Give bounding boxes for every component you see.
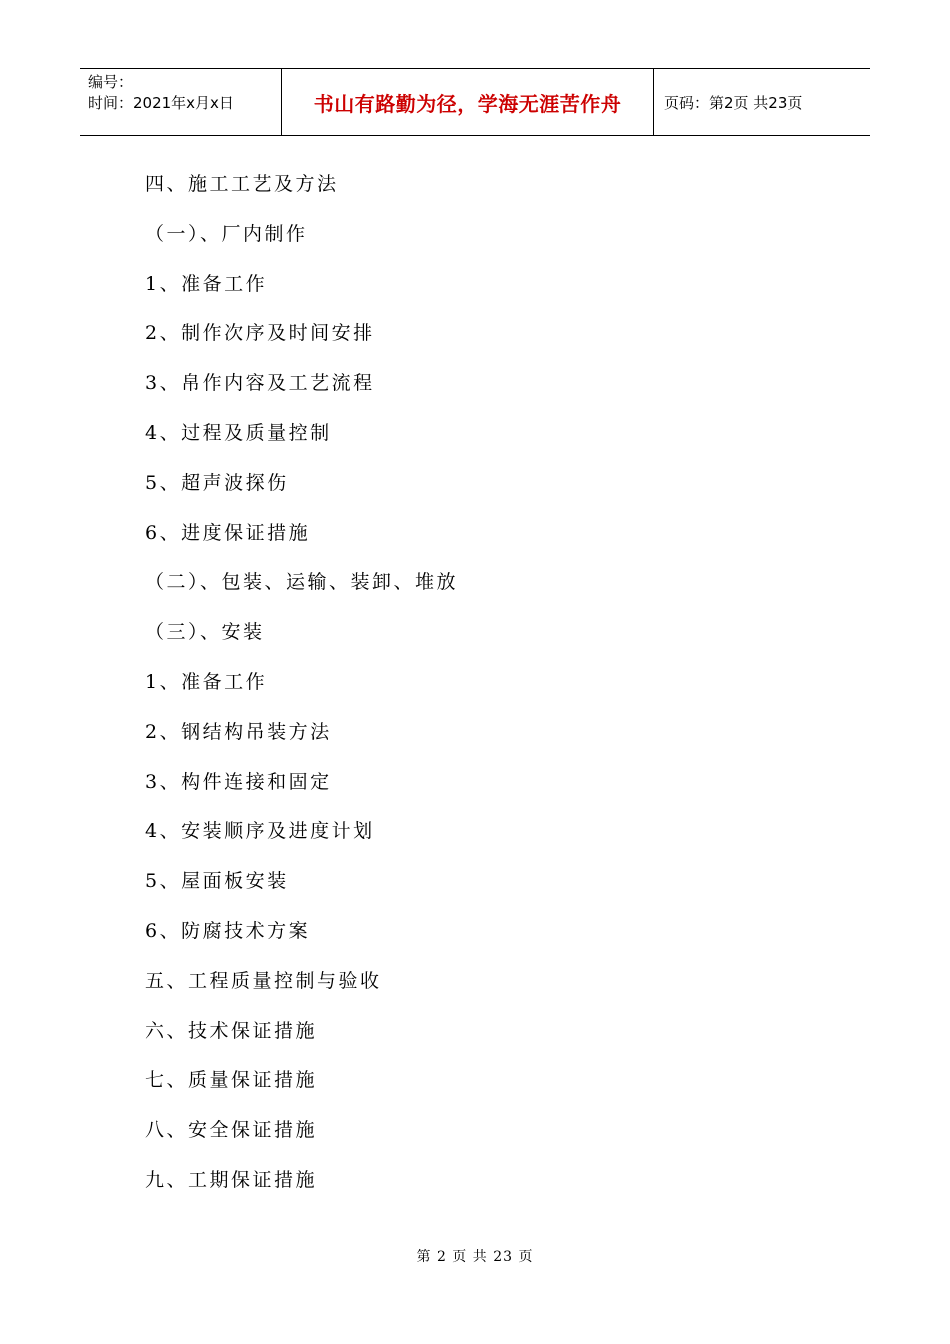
toc-item: 5、屋面板安装 [145,870,289,893]
toc-item: （三）、安装 [145,621,265,644]
header-motto: 书山有路勤为径，学海无涯苦作舟 [282,69,654,135]
toc-item: 1、准备工作 [145,272,268,295]
toc-item: 6、进度保证措施 [145,521,311,544]
toc-item: 4、过程及质量控制 [145,421,332,444]
toc-item: 5、超声波探伤 [145,471,289,494]
toc-item: 六、技术保证措施 [145,1019,318,1042]
page-header [80,68,870,136]
toc-item: 3、帛作内容及工艺流程 [145,372,375,395]
toc-item: 1、准备工作 [145,670,268,693]
table-of-contents [145,169,458,1215]
toc-item: 3、构件连接和固定 [145,770,332,793]
toc-item: 五、工程质量控制与验收 [145,969,382,992]
header-meta [80,69,282,135]
document-number-label: 编号： [88,73,134,91]
toc-item: 七、质量保证措施 [145,1069,318,1092]
toc-item: （一）、厂内制作 [145,222,308,245]
header-page-label: 页码：第2页 共23页 [664,93,803,112]
document-time-label: 时间：2021年x月x日 [88,94,234,112]
toc-item: 4、安装顺序及进度计划 [145,820,375,843]
page-footer: 第 2 页 共 23 页 [416,1249,534,1265]
toc-item: 九、工期保证措施 [145,1168,318,1191]
toc-item: 2、钢结构吊装方法 [145,720,332,743]
toc-item: 6、防腐技术方案 [145,919,311,942]
toc-item: （二）、包装、运输、装卸、堆放 [145,571,459,594]
toc-item: 2、制作次序及时间安排 [145,322,375,345]
toc-item: 八、安全保证措施 [145,1119,318,1142]
toc-item: 四、施工工艺及方法 [145,173,339,195]
